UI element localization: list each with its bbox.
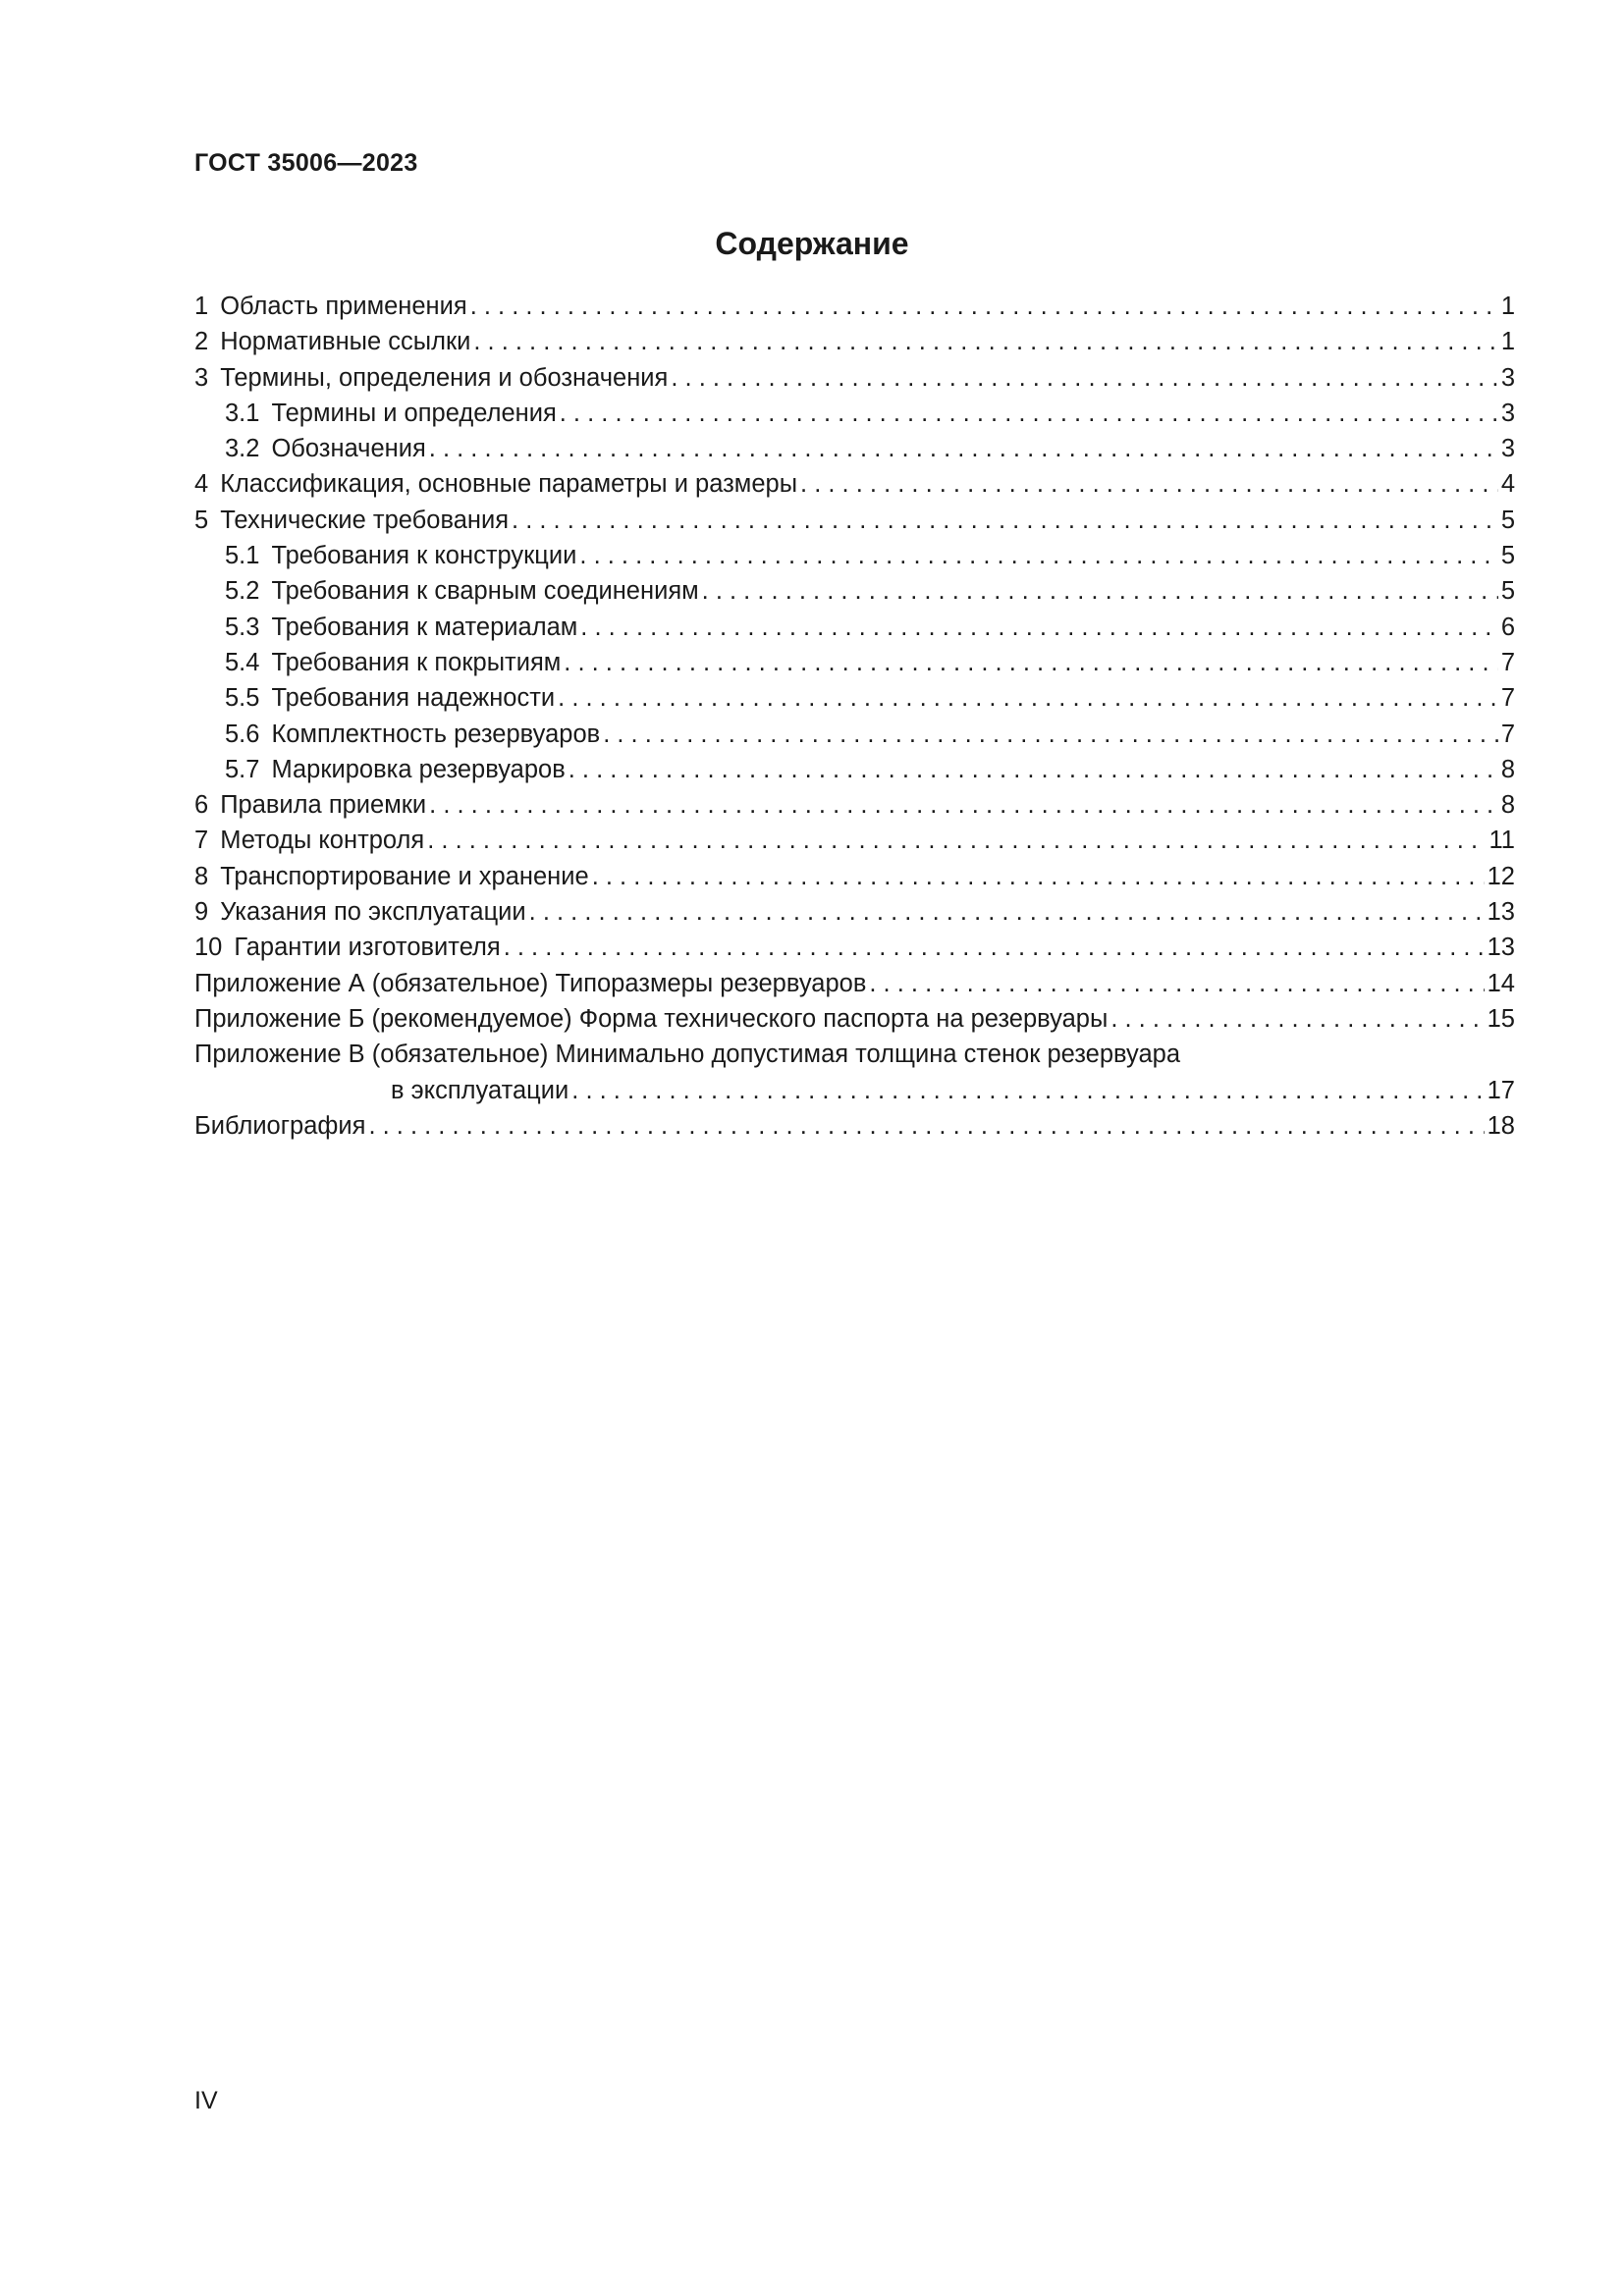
toc-entry-number: 9 — [194, 898, 209, 927]
toc-entry-text: Приложение Б (рекомендуемое) Форма технического паспорта на резервуары — [194, 1004, 1109, 1033]
toc-entry-label — [194, 930, 501, 965]
toc-entry[interactable] — [194, 538, 1515, 573]
toc-entry-label — [194, 1108, 365, 1144]
toc-leader-dots — [571, 1073, 1484, 1108]
toc-entry-text: Область применения — [220, 293, 467, 320]
toc-leader-dots — [512, 503, 1498, 538]
toc-entry-page: 13 — [1487, 934, 1515, 962]
toc-leader-dots — [800, 466, 1498, 502]
toc-leader-dots — [564, 645, 1498, 680]
toc-entry-text: Требования к покрытиям — [271, 648, 562, 676]
toc-entry-number: 5.4 — [225, 648, 260, 676]
toc-leader-dots — [470, 289, 1498, 324]
toc-entry-number: 10 — [194, 934, 223, 962]
toc-entry-text: Классификация, основные параметры и размеры — [220, 470, 798, 499]
toc-entry-text: Требования к конструкции — [271, 542, 577, 570]
toc-leader-dots — [671, 360, 1497, 396]
toc-entry[interactable] — [194, 431, 1515, 466]
toc-entry-label — [225, 645, 561, 680]
toc-entry[interactable] — [194, 360, 1515, 396]
toc-entry-label — [194, 787, 426, 823]
toc-entry-number: 5.1 — [225, 542, 260, 570]
toc-entry-page: 4 — [1500, 470, 1515, 499]
toc-entry-number: 5.2 — [225, 577, 260, 606]
toc-entry-page: 13 — [1487, 898, 1515, 927]
toc-entry[interactable] — [194, 966, 1515, 1001]
table-of-contents — [194, 289, 1515, 1144]
toc-entry[interactable] — [194, 1108, 1515, 1144]
toc-entry[interactable] — [194, 324, 1515, 359]
toc-entry-number: 1 — [194, 293, 209, 320]
toc-entry-label — [225, 538, 576, 573]
toc-entry[interactable] — [194, 680, 1515, 716]
toc-entry[interactable] — [194, 645, 1515, 680]
toc-entry-label — [194, 1001, 1108, 1037]
toc-entry-text: Указания по эксплуатации — [220, 898, 526, 927]
toc-entry-number: 4 — [194, 470, 209, 499]
toc-entry-label — [194, 289, 467, 324]
page-number: IV — [194, 2087, 218, 2114]
toc-entry-text: Технические требования — [220, 506, 510, 534]
toc-entry-text: Комплектность резервуаров — [271, 720, 601, 748]
toc-entry-label — [194, 503, 509, 538]
toc-entry-number: 8 — [194, 862, 209, 890]
toc-entry-label — [194, 894, 526, 930]
toc-entry-text: Маркировка резервуаров — [271, 755, 566, 783]
toc-entry-page: 6 — [1500, 613, 1515, 641]
toc-leader-dots — [427, 823, 1486, 858]
toc-entry-number: 5 — [194, 506, 209, 534]
toc-leader-dots — [429, 787, 1498, 823]
toc-entry-label — [194, 859, 589, 894]
toc-entry-number: 3 — [194, 363, 209, 392]
toc-entry-label — [194, 324, 470, 359]
toc-entry[interactable] — [194, 1073, 1515, 1108]
toc-title: Содержание — [715, 226, 909, 261]
toc-entry-label — [225, 610, 577, 645]
toc-entry-page: 18 — [1487, 1111, 1515, 1140]
toc-entry-label — [391, 1073, 568, 1108]
toc-entry-text: Термины, определения и обозначения — [220, 363, 669, 392]
toc-leader-dots — [1110, 1001, 1484, 1037]
toc-entry-text: Требования к сварным соединениям — [271, 577, 699, 606]
toc-entry-label — [225, 573, 699, 609]
toc-leader-dots — [560, 396, 1498, 431]
toc-entry-number: 2 — [194, 328, 209, 356]
toc-entry-text: Методы контроля — [220, 827, 425, 855]
toc-entry[interactable] — [194, 396, 1515, 431]
toc-entry-text: Приложение В (обязательное) Минимально допустимая толщина стенок резервуара — [194, 1041, 1181, 1069]
toc-entry[interactable] — [194, 573, 1515, 609]
toc-entry[interactable] — [194, 289, 1515, 324]
toc-leader-dots — [869, 966, 1484, 1001]
toc-entry[interactable] — [194, 823, 1515, 858]
toc-leader-dots — [702, 573, 1498, 609]
toc-entry-label — [194, 466, 797, 502]
toc-entry-page: 17 — [1487, 1076, 1515, 1104]
toc-leader-dots — [580, 610, 1498, 645]
toc-entry[interactable] — [194, 859, 1515, 894]
toc-entry-text: Обозначения — [271, 435, 426, 463]
toc-entry-text: Библиография — [194, 1111, 366, 1140]
toc-entry-text: Нормативные ссылки — [220, 328, 471, 356]
toc-entry-page: 12 — [1487, 862, 1515, 890]
toc-leader-dots — [368, 1108, 1484, 1144]
toc-entry-label — [194, 360, 668, 396]
toc-entry-page: 8 — [1500, 755, 1515, 783]
toc-entry-page: 8 — [1500, 791, 1515, 820]
toc-entry-label — [194, 1037, 1180, 1072]
toc-leader-dots — [592, 859, 1485, 894]
toc-entry[interactable] — [194, 1001, 1515, 1037]
toc-leader-dots — [473, 324, 1497, 359]
toc-entry-page: 11 — [1489, 827, 1515, 855]
toc-entry-page: 15 — [1487, 1004, 1515, 1033]
toc-entry-page: 5 — [1500, 506, 1515, 534]
toc-entry-text: Приложение А (обязательное) Типоразмеры резервуаров — [194, 969, 867, 997]
toc-leader-dots — [603, 717, 1498, 752]
toc-entry-text: в эксплуатации — [391, 1076, 569, 1104]
toc-entry-label — [225, 431, 426, 466]
toc-entry-label — [194, 823, 424, 858]
toc-entry-page: 3 — [1500, 435, 1515, 463]
toc-entry-page: 1 — [1500, 293, 1515, 320]
toc-entry[interactable] — [194, 1037, 1515, 1072]
document-id: ГОСТ 35006—2023 — [194, 149, 418, 177]
toc-leader-dots — [504, 930, 1485, 965]
toc-entry-text: Требования надежности — [271, 684, 556, 713]
toc-entry-page: 7 — [1500, 720, 1515, 748]
toc-entry-number: 5.6 — [225, 720, 260, 748]
toc-entry-text: Правила приемки — [220, 791, 427, 820]
toc-entry[interactable] — [194, 930, 1515, 965]
toc-entry-number: 7 — [194, 827, 209, 855]
toc-entry-text: Требования к материалам — [271, 613, 578, 641]
toc-entry[interactable] — [194, 717, 1515, 752]
toc-entry[interactable] — [194, 752, 1515, 787]
toc-entry-page: 3 — [1500, 363, 1515, 392]
toc-entry[interactable] — [194, 503, 1515, 538]
toc-entry-page: 5 — [1500, 542, 1515, 570]
toc-entry-page: 5 — [1500, 577, 1515, 606]
toc-entry-number: 6 — [194, 791, 209, 820]
toc-entry-label — [194, 966, 866, 1001]
toc-entry-page: 7 — [1500, 684, 1515, 713]
toc-leader-dots — [429, 431, 1498, 466]
toc-entry-label — [225, 717, 600, 752]
toc-entry-label — [225, 752, 566, 787]
toc-entry-page: 14 — [1487, 969, 1515, 997]
toc-entry-text: Гарантии изготовителя — [234, 934, 501, 962]
toc-entry-number: 3.1 — [225, 399, 260, 427]
toc-leader-dots — [568, 752, 1498, 787]
toc-entry[interactable] — [194, 787, 1515, 823]
toc-leader-dots — [579, 538, 1497, 573]
toc-entry-label — [225, 396, 557, 431]
toc-entry-page: 1 — [1500, 328, 1515, 356]
toc-entry-number: 5.3 — [225, 613, 260, 641]
toc-entry[interactable] — [194, 894, 1515, 930]
toc-entry-number: 5.7 — [225, 755, 260, 783]
toc-entry-page: 7 — [1500, 648, 1515, 676]
toc-entry[interactable] — [194, 610, 1515, 645]
toc-entry-text: Транспортирование и хранение — [220, 862, 589, 890]
toc-entry-number: 5.5 — [225, 684, 260, 713]
toc-entry-text: Термины и определения — [271, 399, 557, 427]
toc-leader-dots — [558, 680, 1498, 716]
toc-entry-number: 3.2 — [225, 435, 260, 463]
toc-leader-dots — [529, 894, 1485, 930]
toc-entry-label — [225, 680, 555, 716]
toc-entry-page: 3 — [1500, 399, 1515, 427]
toc-entry[interactable] — [194, 466, 1515, 502]
